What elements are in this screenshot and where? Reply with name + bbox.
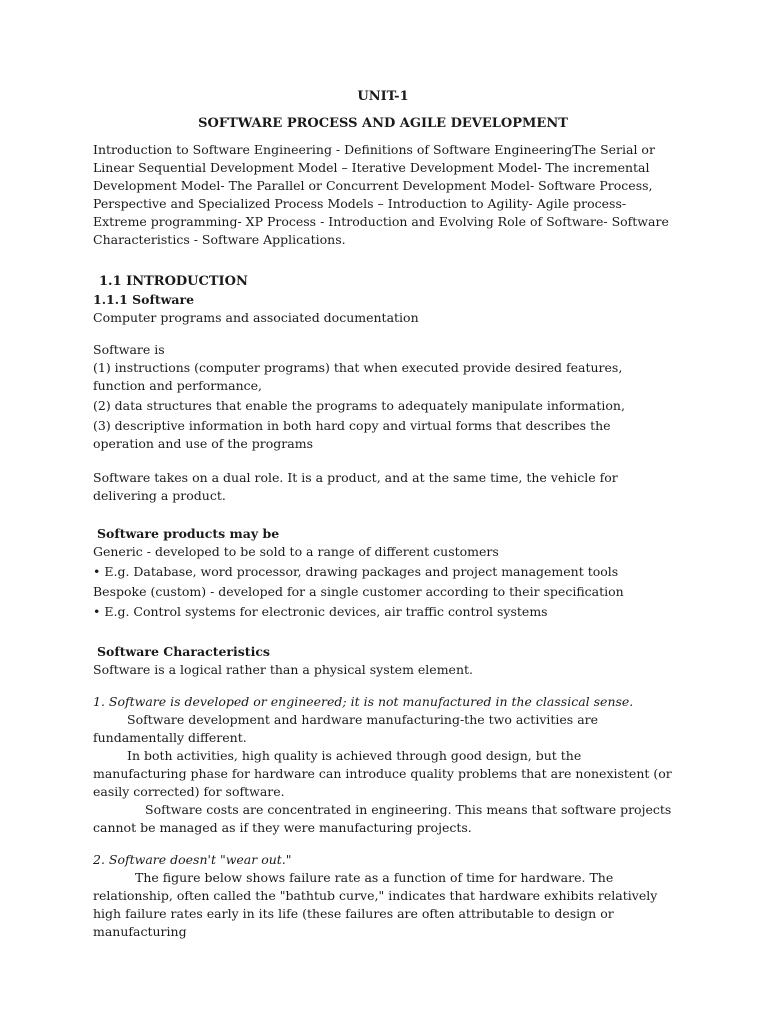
- software-definition: Computer programs and associated documentation: [93, 310, 419, 325]
- list-item: (3) descriptive information in both hard copy and virtual forms that describes the operation and use of the programs: [93, 418, 611, 451]
- point-2-title: 2. Software doesn't "wear out.": [93, 852, 292, 867]
- characteristics-intro: Software is a logical rather than a physical system element.: [93, 662, 473, 677]
- document-page: [93, 88, 673, 941]
- list-item: • E.g. Database, word processor, drawing packages and project management tools: [93, 564, 619, 579]
- subsection-heading-software: 1.1.1 Software: [93, 292, 195, 307]
- spacer: [93, 327, 673, 341]
- unit-heading: UNIT-1: [357, 89, 409, 104]
- point-1-title: 1. Software is developed or engineered; it is not manufactured in the classical sense.: [93, 694, 634, 709]
- spacer: [93, 679, 673, 693]
- spacer: [93, 505, 673, 525]
- document-title: SOFTWARE PROCESS AND AGILE DEVELOPMENT: [198, 116, 568, 131]
- list-item: (1) instructions (computer programs) that when executed provide desired features, function and performance,: [93, 360, 623, 393]
- products-heading: Software products may be: [97, 526, 280, 541]
- software-is-label: Software is: [93, 342, 165, 357]
- point-1-paragraph: In both activities, high quality is achieved through good design, but the manufacturing phase for hardware can introduce quality problems that are nonexistent (or easily corrected) for software.: [93, 748, 672, 799]
- unit-syllabus: Introduction to Software Engineering - Definitions of Software EngineeringThe Serial or Linear Sequential Development Model – Iterative Development Model- The incremental Development Model- The Parallel or Concurrent Development Model- Software Process, Perspective and Specialized Process Models – Introduction to Agility- Agile process- Extreme programming- XP Process - Introduction and Evolving Role of Software- Software Characteristics - Software Applications.: [93, 142, 669, 247]
- point-2-paragraph: The figure below shows failure rate as a function of time for hardware. The relationship, often called the "bathtub curve," indicates that hardware exhibits relatively high failure rates early in its life (these failures are often attributable to design or manufacturing: [93, 870, 658, 939]
- point-1-paragraph: Software development and hardware manufacturing-the two activities are fundamentally different.: [93, 712, 599, 745]
- point-1-paragraph: Software costs are concentrated in engineering. This means that software projects cannot be managed as if they were manufacturing projects.: [93, 802, 672, 835]
- list-item: Bespoke (custom) - developed for a single customer according to their specification: [93, 584, 624, 599]
- characteristics-heading: Software Characteristics: [97, 644, 270, 659]
- spacer: [93, 455, 673, 469]
- list-item: Generic - developed to be sold to a range of different customers: [93, 544, 499, 559]
- dual-role-paragraph: Software takes on a dual role. It is a product, and at the same time, the vehicle for delivering a product.: [93, 470, 618, 503]
- spacer: [93, 837, 673, 851]
- section-heading-introduction: 1.1 INTRODUCTION: [99, 274, 248, 289]
- list-item: (2) data structures that enable the programs to adequately manipulate information,: [93, 398, 625, 413]
- spacer: [93, 623, 673, 643]
- list-item: • E.g. Control systems for electronic devices, air traffic control systems: [93, 604, 548, 619]
